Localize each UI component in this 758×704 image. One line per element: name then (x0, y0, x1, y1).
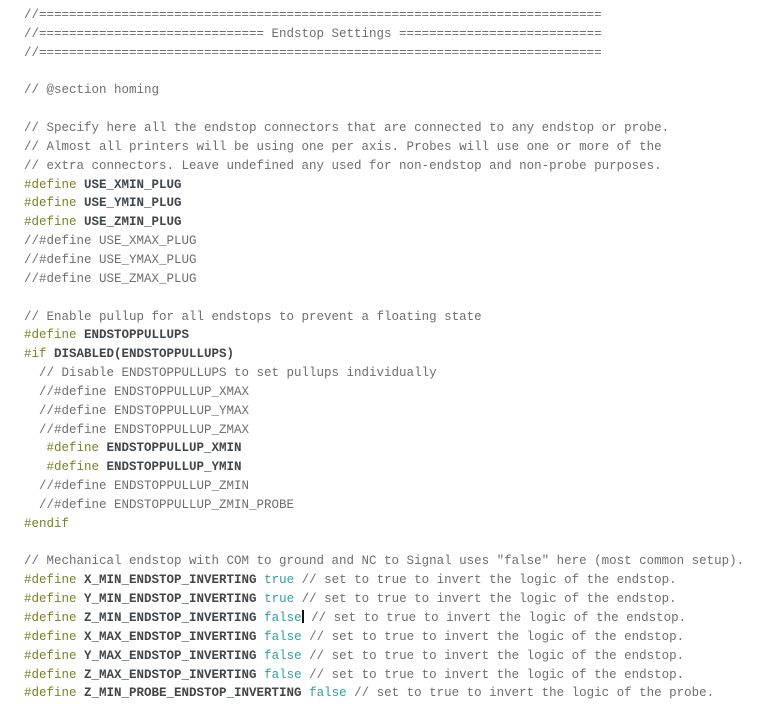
code-token: // Disable ENDSTOPPULLUPS to set pullups individually (24, 366, 437, 381)
code-token: //=========================================================================== (24, 45, 602, 60)
code-token: #define (24, 648, 85, 663)
code-token: // set to true to invert the logic of the endstop. (301, 592, 677, 607)
code-token: Z_MAX_ENDSTOP_INVERTING (84, 667, 257, 682)
code-line (24, 157, 754, 176)
code-token: false (264, 629, 302, 644)
code-token: DISABLED(ENDSTOPPULLUPS) (54, 347, 235, 362)
code-token (302, 649, 310, 663)
code-line (24, 552, 754, 571)
code-line (24, 647, 754, 666)
code-token (257, 573, 265, 587)
code-token: false (264, 611, 302, 625)
code-token: //#define ENDSTOPPULLUP_ZMIN_PROBE (24, 497, 295, 512)
code-line (24, 176, 754, 195)
code-token (302, 686, 310, 700)
code-token: //#define USE_XMAX_PLUG (24, 234, 197, 249)
code-token: // set to true to invert the logic of the endstop. (301, 573, 677, 588)
code-token (302, 668, 310, 682)
code-token: #if (24, 347, 55, 362)
code-token (257, 611, 265, 625)
code-token: Y_MIN_ENDSTOP_INVERTING (84, 592, 257, 607)
code-token: true (264, 573, 295, 588)
code-line (24, 308, 754, 327)
code-token: Z_MIN_ENDSTOP_INVERTING (84, 611, 257, 625)
code-line (24, 63, 754, 82)
code-line (24, 364, 754, 383)
code-token: Y_MAX_ENDSTOP_INVERTING (84, 648, 257, 663)
code-token: // Mechanical endstop with COM to ground and NC to Signal uses "false" here (most common setup). (24, 554, 745, 569)
code-token (24, 441, 47, 455)
code-token: // set to true to invert the logic of the endstop. (303, 611, 687, 625)
code-token: #define (24, 177, 85, 192)
code-token: // set to true to invert the logic of the endstop. (309, 667, 685, 682)
code-token (347, 686, 355, 700)
code-token: ENDSTOPPULLUPS (84, 328, 190, 343)
code-line (24, 571, 754, 590)
code-token: #define (24, 328, 85, 343)
code-token: #endif (24, 516, 70, 531)
code-token: ENDSTOPPULLUP_YMIN (106, 460, 242, 475)
code-token: //#define ENDSTOPPULLUP_ZMIN (24, 479, 250, 494)
code-line (24, 515, 754, 534)
code-line (24, 421, 754, 440)
code-line (24, 609, 754, 628)
code-line (24, 458, 754, 477)
code-token: // set to true to invert the logic of the endstop. (309, 648, 685, 663)
code-token (294, 573, 302, 587)
code-line (24, 44, 754, 63)
code-token: #define (24, 573, 85, 588)
code-token: false (309, 686, 347, 701)
code-line (24, 439, 754, 458)
code-token (24, 460, 47, 474)
code-token: //#define USE_ZMAX_PLUG (24, 271, 197, 286)
code-token: // Enable pullup for all endstops to prevent a floating state (24, 309, 482, 324)
code-token (294, 592, 302, 606)
code-token: // set to true to invert the logic of the endstop. (309, 629, 685, 644)
code-token: // extra connectors. Leave undefined any used for non-endstop and non-probe purposes. (24, 158, 662, 173)
code-token: Z_MIN_PROBE_ENDSTOP_INVERTING (84, 686, 302, 701)
code-token: //#define ENDSTOPPULLUP_XMAX (24, 384, 250, 399)
code-token: //=========================================================================== (24, 8, 602, 22)
code-token: X_MAX_ENDSTOP_INVERTING (84, 629, 257, 644)
code-token: USE_ZMIN_PLUG (84, 215, 182, 230)
code-token: ENDSTOPPULLUP_XMIN (106, 441, 242, 456)
code-token: #define (24, 686, 85, 701)
code-line (24, 590, 754, 609)
code-line (24, 289, 754, 308)
code-token: //============================== Endstop Settings =========================== (24, 26, 602, 41)
code-line (24, 496, 754, 515)
code-token: #define (24, 667, 85, 682)
code-line (24, 270, 754, 289)
code-line (24, 534, 754, 553)
code-line (24, 326, 754, 345)
code-line (24, 138, 754, 157)
code-line (24, 81, 754, 100)
code-line (24, 6, 754, 25)
code-token (257, 592, 265, 606)
code-line (24, 345, 754, 364)
code-line (24, 684, 754, 703)
code-token: //#define USE_YMAX_PLUG (24, 252, 197, 267)
code-token: // @section homing (24, 83, 160, 98)
code-line (24, 119, 754, 138)
code-line (24, 251, 754, 270)
code-token: //#define ENDSTOPPULLUP_YMAX (24, 403, 250, 418)
code-token: X_MIN_ENDSTOP_INVERTING (84, 573, 257, 588)
code-token (257, 630, 265, 644)
code-token (302, 630, 310, 644)
code-token: // set to true to invert the logic of the probe. (354, 686, 715, 701)
code-token: USE_YMIN_PLUG (84, 196, 182, 211)
code-token: // Almost all printers will be using one per axis. Probes will use one or more of the (24, 139, 662, 154)
code-token: false (264, 667, 302, 682)
code-token (257, 668, 265, 682)
code-line (24, 100, 754, 119)
code-line (24, 383, 754, 402)
code-token: #define (24, 215, 85, 230)
code-token: true (264, 592, 295, 607)
code-token: false (264, 648, 302, 663)
code-line (24, 25, 754, 44)
code-token: #define (24, 592, 85, 607)
code-line (24, 477, 754, 496)
code-token (257, 649, 265, 663)
code-token: //#define ENDSTOPPULLUP_ZMAX (24, 422, 250, 437)
code-token: #define (24, 611, 85, 625)
code-line (24, 666, 754, 685)
code-line (24, 628, 754, 647)
code-line (24, 194, 754, 213)
code-line (24, 213, 754, 232)
code-line (24, 232, 754, 251)
code-token: #define (46, 441, 107, 456)
code-token: #define (46, 460, 107, 475)
code-token: #define (24, 196, 85, 211)
code-token: #define (24, 629, 85, 644)
code-line (24, 402, 754, 421)
code-token: // Specify here all the endstop connectors that are connected to any endstop or probe. (24, 121, 670, 136)
code-token: USE_XMIN_PLUG (84, 177, 182, 192)
